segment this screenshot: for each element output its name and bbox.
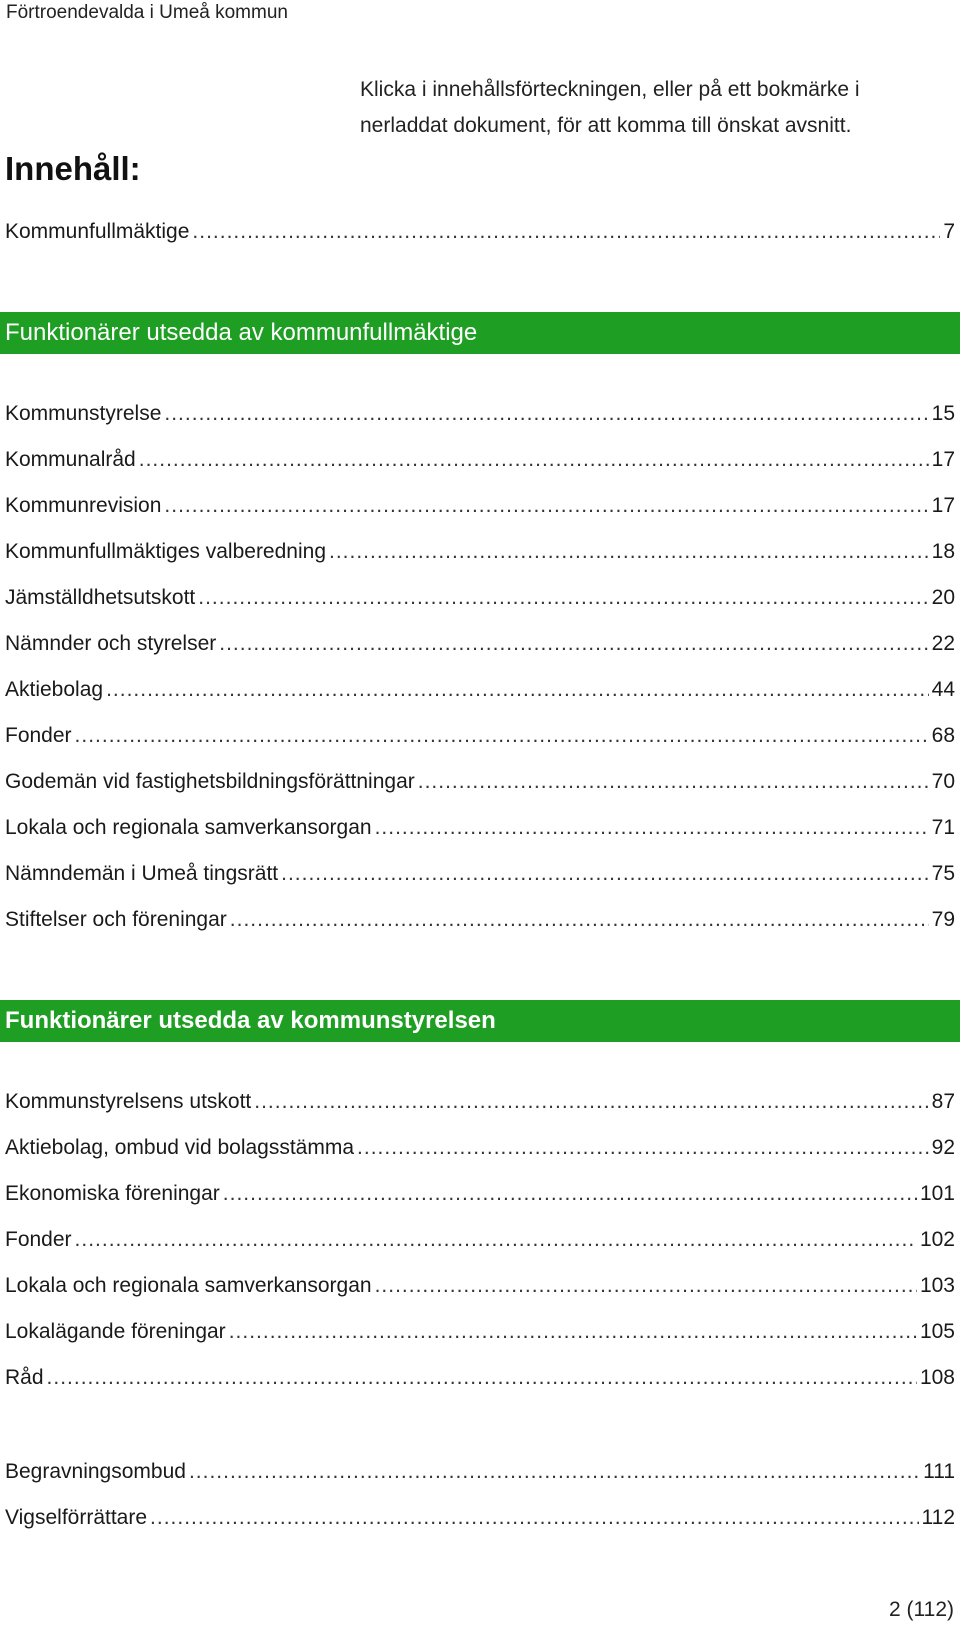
toc-entry[interactable] [5,540,955,572]
toc-entry-title: Lokala och regionala samverkansorgan [5,1274,372,1297]
toc-leader [357,1136,929,1160]
toc-entry[interactable] [5,908,955,940]
toc-entry-page: 103 [919,1274,955,1297]
toc-entry-title: Kommunrevision [5,494,162,517]
toc-entry-page: 71 [931,816,955,839]
toc-entry-title: Nämndemän i Umeå tingsrätt [5,862,279,885]
toc-entry[interactable] [5,816,955,848]
toc-entry-page: 15 [931,402,955,425]
toc-entry[interactable] [5,402,955,434]
toc-entry-title: Begravningsombud [5,1460,186,1483]
toc-entry-title: Vigselförrättare [5,1506,148,1529]
toc-entry-title: Fonder [5,724,72,747]
toc-leader [375,1274,917,1298]
toc-entry-page: 92 [931,1136,955,1159]
toc-entry[interactable] [5,724,955,756]
document-header: Förtroendevalda i Umeå kommun [6,2,288,23]
toc-entry[interactable] [5,678,955,710]
toc-entry[interactable] [5,1274,955,1306]
toc-entry[interactable] [5,494,955,526]
page-number: 2 (112) [889,1598,954,1621]
toc-entry-page: 79 [931,908,955,931]
toc-entry-title: Nämnder och styrelser [5,632,217,655]
toc-leader [329,540,929,564]
toc-entry-page: 112 [921,1506,955,1529]
toc-leader [230,908,929,932]
toc-leader [254,1090,928,1114]
toc-entry[interactable] [5,862,955,894]
toc-leader [75,724,929,748]
toc-entry[interactable] [5,632,955,664]
toc-entry-title: Kommunfullmäktige [5,220,190,243]
toc-entry[interactable] [5,586,955,618]
toc-entry[interactable] [5,1460,955,1492]
toc-entry-title: Lokalägande föreningar [5,1320,226,1343]
toc-leader [164,402,928,426]
toc-entry-title: Kommunstyrelsens utskott [5,1090,252,1113]
toc-entry[interactable] [5,770,955,802]
toc-entry[interactable] [5,1366,955,1398]
toc-entry-title: Kommunalråd [5,448,136,471]
toc-entry-page: 102 [919,1228,955,1251]
toc-entry-title: Fonder [5,1228,72,1251]
toc-leader [47,1366,917,1390]
toc-entry[interactable] [5,448,955,480]
toc-entry-page: 101 [919,1182,955,1205]
section-heading-kommunstyrelsen[interactable]: Funktionärer utsedda av kommunstyrelsen [0,1000,960,1042]
toc-entry-title: Lokala och regionala samverkansorgan [5,816,372,839]
toc-leader [192,220,940,244]
toc-leader [106,678,929,702]
toc-entry-page: 22 [931,632,955,655]
instruction-text: Klicka i innehållsförteckningen, eller på ett bokmärke i nerladdat dokument, för att komma till önskat avsnitt. [360,78,860,137]
toc-entry-page: 68 [931,724,955,747]
toc-leader [139,448,929,472]
toc-leader [75,1228,917,1252]
toc-entry[interactable] [5,1506,955,1538]
toc-entry-page: 75 [931,862,955,885]
toc-entry[interactable] [5,1228,955,1260]
toc-leader [375,816,929,840]
toc-entry-page: 20 [931,586,955,609]
toc-entry-page: 70 [931,770,955,793]
toc-leader [164,494,928,518]
toc-entry-title: Råd [5,1366,44,1389]
toc-leader [281,862,929,886]
toc-entry[interactable] [5,1090,955,1122]
toc-entry[interactable] [5,1182,955,1214]
toc-entry-page: 17 [931,448,955,471]
toc-leader [229,1320,917,1344]
toc-heading: Innehåll: [5,150,141,187]
toc-leader [219,632,928,656]
toc-entry-kommunfullmaktige[interactable] [5,220,955,252]
toc-entry-title: Aktiebolag, ombud vid bolagsstämma [5,1136,355,1159]
toc-entry-title: Ekonomiska föreningar [5,1182,220,1205]
toc-entry[interactable] [5,1320,955,1352]
toc-leader [223,1182,917,1206]
toc-entry-page: 105 [919,1320,955,1343]
toc-entry-title: Jämställdhetsutskott [5,586,196,609]
toc-leader [189,1460,920,1484]
toc-entry-page: 108 [919,1366,955,1389]
toc-entry-title: Godemän vid fastighetsbildningsförättningar [5,770,415,793]
toc-entry-title: Stiftelser och föreningar [5,908,227,931]
toc-entry-page: 18 [931,540,955,563]
toc-entry-page: 87 [931,1090,955,1113]
section-heading-kommunfullmaktige[interactable]: Funktionärer utsedda av kommunfullmäktige [0,312,960,354]
toc-entry-page: 7 [943,220,955,243]
toc-leader [418,770,929,794]
toc-entry[interactable] [5,1136,955,1168]
toc-leader [198,586,928,610]
toc-entry-title: Kommunstyrelse [5,402,162,425]
toc-leader [150,1506,918,1530]
toc-entry-title: Aktiebolag [5,678,104,701]
toc-entry-title: Kommunfullmäktiges valberedning [5,540,326,563]
toc-entry-page: 111 [923,1460,955,1483]
toc-entry-page: 17 [931,494,955,517]
toc-entry-page: 44 [931,678,955,701]
